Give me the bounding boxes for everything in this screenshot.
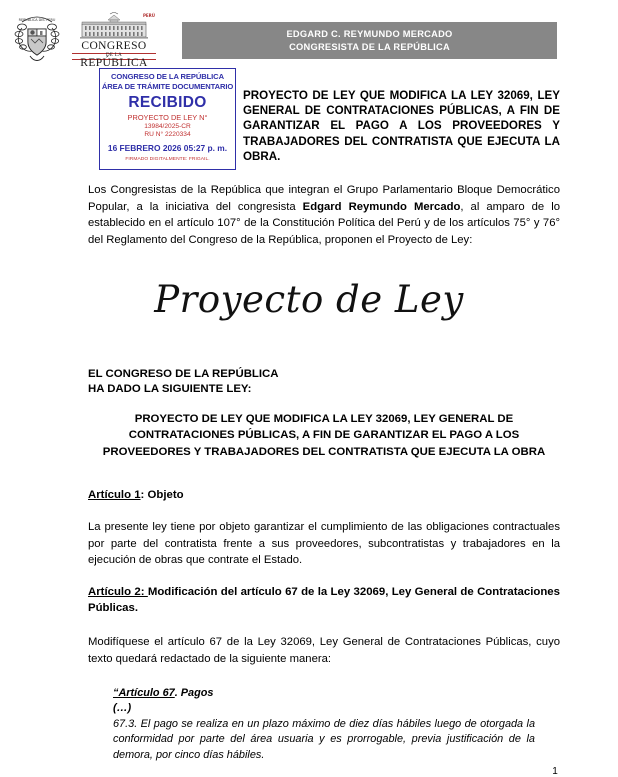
document-header [0, 0, 618, 70]
stamp-institution: CONGRESO DE LA REPÚBLICA [111, 72, 224, 81]
intro-paragraph [88, 182, 560, 248]
article1-label: Artículo 1 [88, 489, 141, 501]
logo-dela-text: DE LA [105, 52, 123, 58]
logo-congreso-text: CONGRESO [81, 40, 147, 52]
congressman-banner [182, 22, 557, 59]
intro-congressman-name: Edgard Reymundo Mercado [302, 200, 461, 213]
quote-article-label: “Artículo 67 [113, 687, 175, 699]
logo-republica-text: REPÚBLICA [80, 56, 148, 69]
peru-coat-of-arms-icon [14, 12, 60, 66]
page-number: 1 [552, 766, 558, 777]
stamp-project-label: PROYECTO DE LEY N° [127, 113, 208, 122]
article2-label: Artículo 2: [88, 586, 148, 598]
article2-heading-rest: Modificación del artículo 67 de la Ley 32069, Ley General de Contrataciones Públicas. [88, 586, 560, 615]
legislative-palace-icon [70, 12, 158, 40]
stamp-status: RECIBIDO [128, 94, 207, 111]
congreso-line-1: EL CONGRESO DE LA REPÚBLICA [88, 368, 279, 380]
quote-paragraph-67-3: 67.3. El pago se realiza en un plazo máximo de diez días hábiles luego de otorgada la conformidad por parte del área usuaria y es prorrogable, previa justificación de la demora, por cinco días hábiles. [113, 717, 535, 761]
stamp-area: ÁREA DE TRÁMITE DOCUMENTARIO [101, 82, 234, 91]
intro-text-part2: , al amparo de lo establecido en el artículo 107° de la Constitución Política del Perú y de los artículos 75° y 76° del Reglamento del Congreso de la República, proponen el Proyecto de Ley: [88, 200, 560, 246]
stamp-signature: FIRMADO DIGITALMENTE: FRIGAIL. [125, 156, 210, 162]
article1-heading [88, 489, 560, 501]
recibido-stamp [99, 68, 236, 170]
svg-text:PERÚ: PERÚ [143, 13, 155, 18]
article1-heading-rest: : Objeto [140, 489, 184, 501]
congreso-logo [14, 12, 174, 72]
intro-text-part1: Los Congresistas de la República que integran el Grupo Parlamentario Bloque Democrático Popular, a la iniciativa del congresista [88, 184, 560, 213]
stamp-datetime: 16 FEBRERO 2026 05:27 p. m. [107, 142, 228, 153]
article2-heading [88, 584, 560, 616]
quote-ellipsis: (…) [113, 702, 132, 715]
article1-body: La presente ley tiene por objeto garantizar el cumplimiento de las obligaciones contractuales por parte del contratista frente a sus proveedores, subcontratistas y trabajadores en la ejecución de obras que contrate el Estado. [88, 521, 560, 567]
quote-heading-rest: . Pagos [174, 687, 214, 699]
quoted-article-67 [113, 686, 535, 763]
congreso-declaration [88, 367, 560, 398]
document-title: PROYECTO DE LEY QUE MODIFICA LA LEY 32069, LEY GENERAL DE CONTRATACIONES PÚBLICAS, A FIN DE GARANTIZAR EL PAGO A LOS PROVEEDORES Y TRABAJADORES DEL CONTRATISTA QUE EJECUTA LA OBRA. [243, 89, 560, 163]
article2-body: Modifíquese el artículo 67 de la Ley 32069, Ley General de Contrataciones Públicas, cuyo texto quedará redactado de la siguiente manera: [88, 636, 560, 665]
banner-name: EDGARD C. REYMUNDO MERCADO [286, 29, 453, 39]
banner-role: CONGRESISTA DE LA REPÚBLICA [289, 41, 450, 52]
quote-heading [113, 686, 535, 701]
stamp-ru-number: RU N° 2220334 [144, 131, 191, 139]
proyecto-de-ley-script: Proyecto de Ley [154, 278, 464, 321]
law-centered-title: PROYECTO DE LEY QUE MODIFICA LA LEY 32069, LEY GENERAL DE CONTRATACIONES PÚBLICAS, A FIN DE GARANTIZAR EL PAGO A LOS PROVEEDORES Y TRABAJADORES DEL CONTRATISTA QUE EJECUTA LA OBRA [102, 413, 546, 458]
svg-text:REPUBLICA DEL PERU: REPUBLICA DEL PERU [18, 18, 56, 22]
stamp-project-number: 13984/2025-CR [144, 122, 191, 130]
congreso-line-2: HA DADO LA SIGUIENTE LEY: [88, 383, 252, 396]
